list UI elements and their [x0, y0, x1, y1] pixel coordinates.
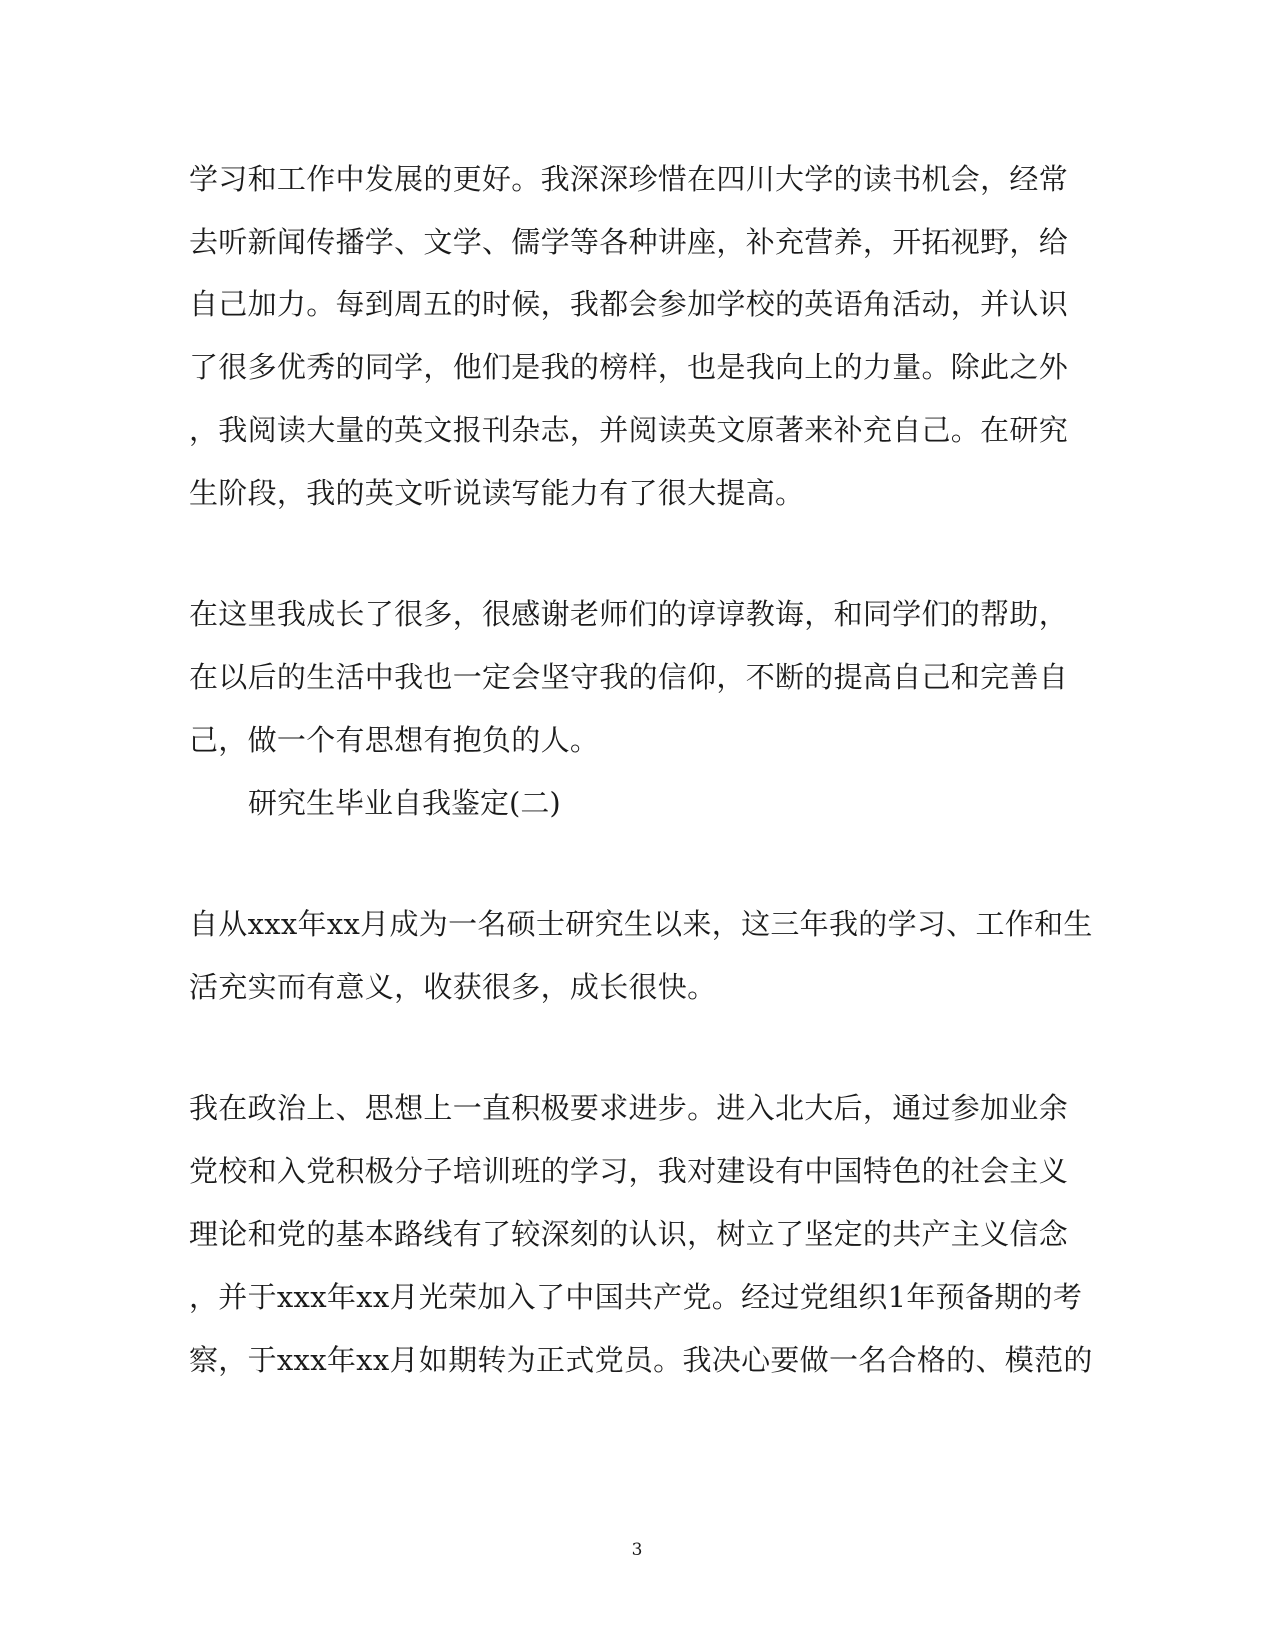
text-line: ，我阅读大量的英文报刊杂志，并阅读英文原著来补充自己。在研究: [189, 413, 1069, 447]
page-number: 3: [631, 1540, 643, 1560]
text-line: 理论和党的基本路线有了较深刻的认识，树立了坚定的共产主义信念: [189, 1217, 1069, 1251]
section-heading: 研究生毕业自我鉴定(二): [248, 786, 561, 820]
text-line: 了很多优秀的同学，他们是我的榜样，也是我向上的力量。除此之外: [189, 350, 1069, 384]
text-line: 在这里我成长了很多，很感谢老师们的谆谆教诲，和同学们的帮助，: [189, 597, 1069, 631]
text-line: 自己加力。每到周五的时候，我都会参加学校的英语角活动，并认识: [189, 287, 1069, 321]
text-line: 我在政治上、思想上一直积极要求进步。进入北大后，通过参加业余: [189, 1091, 1069, 1125]
text-line: 去听新闻传播学、文学、儒学等各种讲座，补充营养，开拓视野，给: [189, 225, 1069, 259]
text-line: 察，于xxx年xx月如期转为正式党员。我决心要做一名合格的、模范的: [189, 1343, 1093, 1377]
text-line: 党校和入党积极分子培训班的学习，我对建设有中国特色的社会主义: [189, 1154, 1069, 1188]
text-line: 活充实而有意义，收获很多，成长很快。: [189, 970, 717, 1004]
text-line: 学习和工作中发展的更好。我深深珍惜在四川大学的读书机会，经常: [189, 162, 1069, 196]
text-line: 生阶段，我的英文听说读写能力有了很大提高。: [189, 476, 805, 510]
text-line: ，并于xxx年xx月光荣加入了中国共产党。经过党组织1年预备期的考: [189, 1280, 1083, 1314]
text-line: 在以后的生活中我也一定会坚守我的信仰，不断的提高自己和完善自: [189, 660, 1069, 694]
text-line: 己，做一个有思想有抱负的人。: [189, 723, 600, 757]
text-line: 自从xxx年xx月成为一名硕士研究生以来，这三年我的学习、工作和生: [189, 907, 1093, 941]
